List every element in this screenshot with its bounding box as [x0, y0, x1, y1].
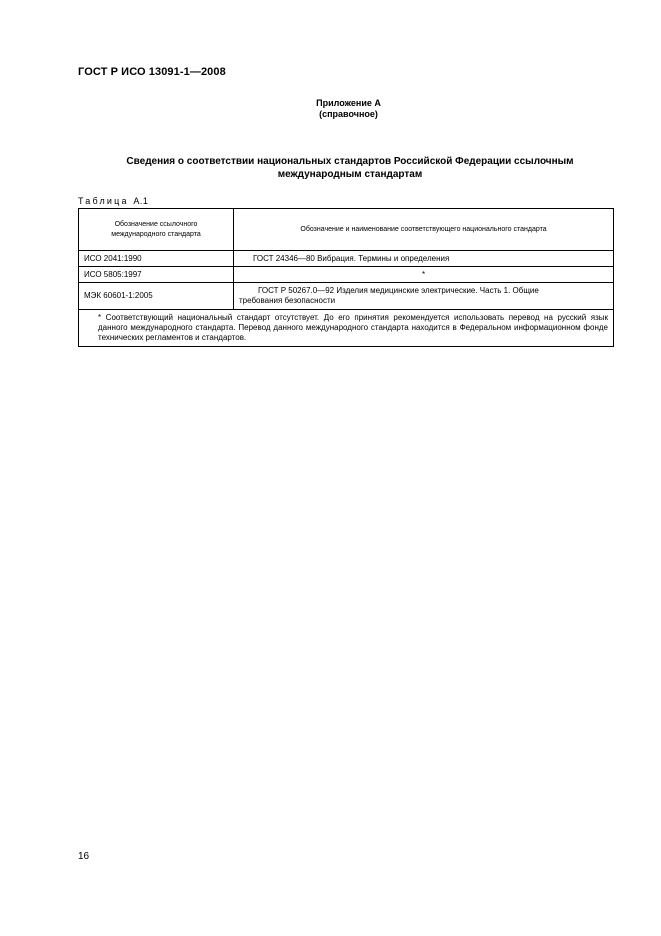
section-title-line1: Сведения о соответствии национальных стандартов Российской Федерации ссылочным [126, 156, 574, 167]
national-standard-line1: ГОСТ Р 50267.0—92 Изделия медицинские электрические. Часть 1. Общие [258, 286, 539, 295]
intl-standard-cell: МЭК 60601-1:2005 [79, 283, 234, 310]
table-row [79, 251, 614, 267]
table-caption-number: А.1 [133, 196, 149, 206]
section-title [90, 155, 610, 181]
table-header-row [79, 209, 614, 251]
table-footnote [79, 310, 614, 347]
correspondence-table [78, 208, 614, 347]
section-title-line2: международным стандартам [277, 169, 423, 180]
annex-kind: (справочное) [319, 109, 378, 119]
page-number: 16 [78, 851, 90, 862]
intl-standard-cell: ИСО 5805:1997 [79, 267, 234, 283]
table-row [79, 267, 614, 283]
annex-title: Приложение А [316, 98, 381, 108]
national-standard-cell: * [234, 267, 614, 283]
national-standard-cell [234, 283, 614, 310]
document-code: ГОСТ Р ИСО 13091-1—2008 [78, 66, 226, 78]
col1-header-line1: Обозначение ссылочного [114, 220, 198, 228]
col1-header-line2: международного стандарта [111, 230, 201, 238]
intl-standard-cell: ИСО 2041:1990 [79, 251, 234, 267]
col2-header: Обозначение и наименование соответствующего национального стандарта [234, 209, 614, 251]
national-standard-line2: требования безопасности [239, 296, 336, 305]
national-standard-cell: ГОСТ 24346—80 Вибрация. Термины и определения [234, 251, 614, 267]
table-note-row [79, 310, 614, 347]
table-caption-word: Таблица [78, 196, 129, 206]
col1-header [79, 209, 234, 251]
table-caption [78, 196, 148, 206]
footnote-text: * Соответствующий национальный стандарт отсутствует. До его принятия рекомендуется использовать перевод на русский язык данного международного стандарта. Перевод данного международного стандарта находится в Федеральном информационном фонде технических регламентов и стандартов. [98, 313, 608, 342]
table-row [79, 283, 614, 310]
